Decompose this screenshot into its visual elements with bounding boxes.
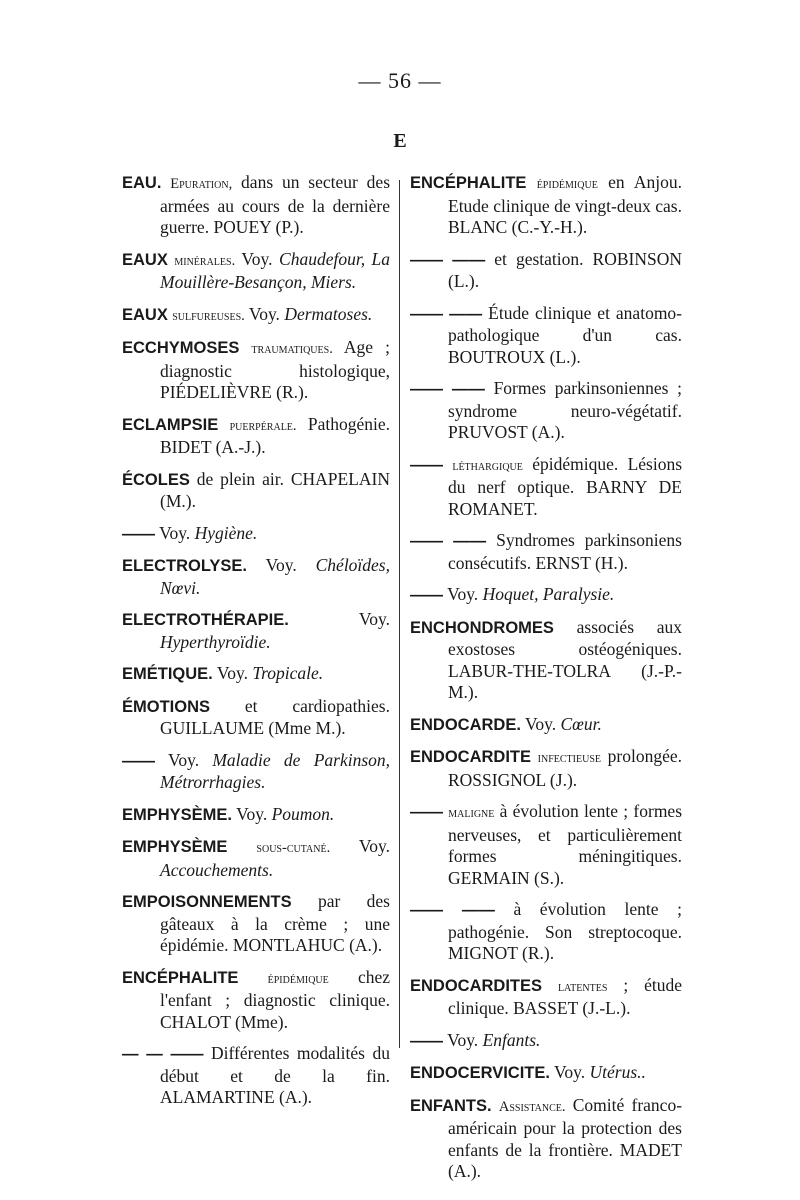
index-entry [122, 249, 390, 294]
index-entry [122, 891, 390, 957]
entry-headword: —— —— [410, 532, 487, 550]
index-entry [122, 696, 390, 740]
index-entry [122, 304, 390, 328]
entry-text: à évolution lente ; pathogénie. Son streptocoque. MIGNOT (R.). [448, 899, 682, 963]
entry-headword: ENDOCARDITE [410, 748, 532, 766]
entry-qualifier: léthargique [452, 457, 523, 474]
entry-text: prolongée. ROSSIGNOL (J.). [448, 746, 682, 790]
entry-text: Différentes modalités du début et de la fin. ALAMARTINE (A.). [160, 1043, 391, 1107]
entry-headword: ENFANTS. [410, 1096, 492, 1115]
index-entry [122, 1043, 390, 1109]
entry-headword: ENCÉPHALITE [410, 174, 527, 192]
entry-text: Age ; diagnostic histologique, PIÉDELIÈVRE (R.). [160, 337, 390, 402]
entry-headword: ENDOCARDE. [410, 715, 521, 734]
section-letter: E [393, 130, 407, 152]
entry-headword: —— [122, 524, 155, 543]
entry-reference: Tropicale. [252, 663, 324, 683]
entry-reference: Accouchements. [160, 859, 274, 880]
entry-text: Voy. [525, 713, 557, 734]
index-entry [410, 172, 682, 239]
entry-text: de plein air. CHAPELAIN (M.). [160, 468, 390, 511]
entry-headword: ECLAMPSIE [122, 415, 219, 434]
entry-qualifier: infectieuse [537, 750, 601, 766]
entry-headword: —— [410, 586, 443, 604]
entry-reference: Enfants. [482, 1029, 541, 1050]
entry-reference: Hyperthyroïdie. [160, 631, 271, 652]
entry-qualifier: latentes [557, 978, 608, 995]
entry-headword: ELECTROTHÉRAPIE. [122, 611, 289, 629]
entry-headword: —— —— [410, 380, 485, 398]
index-entry [410, 714, 682, 737]
entry-text: en Anjou. Etude clinique de vingt-deux cas. BLANC (C.-Y.-H.). [448, 172, 683, 237]
entry-text: Pathogénie. BIDET (A.-J.). [160, 413, 390, 457]
entry-qualifier: traumatiques. [251, 341, 333, 357]
entry-headword: EAUX [122, 250, 168, 269]
index-entry [122, 414, 390, 459]
entry-headword: ENDOCERVICITE. [410, 1064, 550, 1082]
index-entry [410, 746, 682, 791]
index-entry [410, 617, 682, 704]
index-entry [410, 530, 682, 574]
entry-qualifier: Assistance. [498, 1098, 566, 1115]
entry-text: Voy. [216, 663, 248, 683]
entry-qualifier: maligne [448, 805, 495, 821]
entry-headword: ÉMOTIONS [122, 697, 211, 716]
entry-text: Voy. [447, 1029, 479, 1050]
entry-headword: —— [410, 455, 443, 474]
entry-text: et cardiopathies. GUILLAUME (Mme M.). [160, 695, 390, 738]
index-entry [122, 663, 390, 686]
entry-qualifier: Epuration, [170, 176, 233, 192]
index-entry [410, 801, 682, 889]
index-entry [410, 1095, 682, 1183]
index-entry [122, 609, 390, 653]
entry-text: chez l'enfant ; diagnostic clinique. CHALOT (Mme). [160, 966, 391, 1032]
index-entry [410, 899, 682, 965]
entry-text: Étude clinique et anatomo-pathologique d'un cas. BOUTROUX (L.). [448, 302, 683, 367]
entry-headword: ECCHYMOSES [122, 339, 240, 357]
index-entry [410, 303, 682, 369]
entry-headword: —— [410, 1031, 443, 1050]
index-entry [122, 523, 390, 546]
index-entry [410, 249, 682, 293]
entry-headword: ELECTROLYSE. [122, 557, 247, 575]
index-entry [122, 836, 390, 881]
entry-reference: Chéloïdes, Nœvi. [160, 555, 390, 598]
index-entry [410, 584, 682, 607]
entry-text: Voy. [554, 1062, 586, 1082]
entry-headword: —— —— [410, 901, 495, 919]
index-entry [410, 1062, 682, 1085]
entry-text: Comité franco-américain pour la protection des enfants de la frontière. MADET (A.). [448, 1094, 683, 1181]
index-entry [122, 750, 390, 794]
entry-text: épidémique. Lésions du nerf optique. BARNY DE ROMANET. [448, 453, 683, 519]
entry-headword: —— [122, 751, 155, 770]
right-column [410, 172, 682, 1193]
entry-qualifier: sulfureuses. [172, 307, 245, 324]
entry-text: Formes parkinsoniennes ; syndrome neuro-végétatif. PRUVOST (A.). [448, 378, 682, 442]
index-entry [410, 975, 682, 1020]
entry-reference: Chaudefour, La Mouillère-Besançon, Miers. [160, 248, 391, 292]
entry-reference: Poumon. [271, 803, 335, 824]
entry-text: Voy. [447, 584, 479, 604]
entry-headword: EAUX [122, 305, 168, 324]
entry-text: Voy. [167, 749, 200, 770]
entry-text: par des gâteaux à la crème ; une épidémie. MONTLAHUC (A.). [160, 891, 390, 955]
entry-headword: ENCHONDROMES [410, 618, 554, 637]
entry-reference: Hygiène. [194, 522, 258, 543]
entry-text: Voy. [358, 609, 390, 629]
index-entry [122, 967, 390, 1034]
index-entry [122, 804, 390, 827]
entry-qualifier: épidémique [536, 176, 598, 192]
entry-reference: Dermatoses. [284, 303, 373, 324]
entry-text: à évolution lente ; formes nerveuses, et particulièrement formes méningitiques. GERMAIN (S.). [448, 801, 683, 888]
entry-headword: EMÉTIQUE. [122, 665, 213, 683]
index-entry [122, 172, 390, 239]
index-entry [410, 1030, 682, 1053]
index-entry [122, 337, 390, 404]
entry-headword: EMPOISONNEMENTS [122, 893, 292, 911]
entry-text: Voy. [248, 303, 280, 324]
entry-headword: —— —— [410, 304, 483, 323]
entry-reference: Utérus.. [589, 1062, 646, 1082]
index-entry [410, 454, 682, 521]
entry-text: Voy. [265, 555, 297, 575]
index-entry [122, 469, 390, 513]
entry-headword: ENDOCARDITES [410, 976, 543, 995]
entry-headword: ENCÉPHALITE [122, 968, 239, 987]
column-divider [399, 180, 400, 1048]
left-column [122, 172, 390, 1119]
page-number: — 56 — [358, 68, 442, 93]
entry-text: ; étude clinique. BASSET (J.-L.). [448, 974, 682, 1018]
entry-qualifier: puerpérale. [229, 417, 297, 434]
entry-qualifier: sous-cutané. [256, 840, 331, 856]
entry-qualifier: épidémique [267, 970, 329, 987]
entry-headword: EAU. [122, 174, 162, 192]
entry-qualifier: minérales. [174, 252, 236, 269]
entry-headword: ÉCOLES [122, 470, 190, 489]
entry-reference: Maladie de Parkinson, Métrorrhagies. [160, 749, 391, 792]
entry-text: Syndromes parkinsoniens consécutifs. ERNST (H.). [448, 530, 682, 573]
entry-text: Voy. [241, 248, 273, 269]
entry-text: Voy. [236, 803, 268, 824]
entry-text: Voy. [159, 522, 191, 543]
index-entry [122, 555, 390, 599]
entry-headword: —— —— [410, 250, 486, 269]
entry-headword: —— [410, 803, 443, 821]
entry-reference: Hoquet, Paralysie. [482, 584, 615, 604]
index-entry [410, 378, 682, 444]
entry-text: dans un secteur des armées au cours de la dernière guerre. POUEY (P.). [160, 172, 391, 237]
entry-headword: EMPHYSÈME [122, 838, 228, 856]
entry-headword: — — —— [122, 1045, 204, 1063]
entry-text: et gestation. ROBINSON (L.). [448, 248, 682, 291]
entry-reference: Cœur. [560, 713, 602, 734]
entry-text: associés aux exostoses ostéogéniques. LABUR-THE-TOLRA (J.-P.-M.). [448, 616, 682, 702]
entry-text: Voy. [358, 836, 390, 856]
entry-headword: EMPHYSÈME. [122, 805, 233, 824]
